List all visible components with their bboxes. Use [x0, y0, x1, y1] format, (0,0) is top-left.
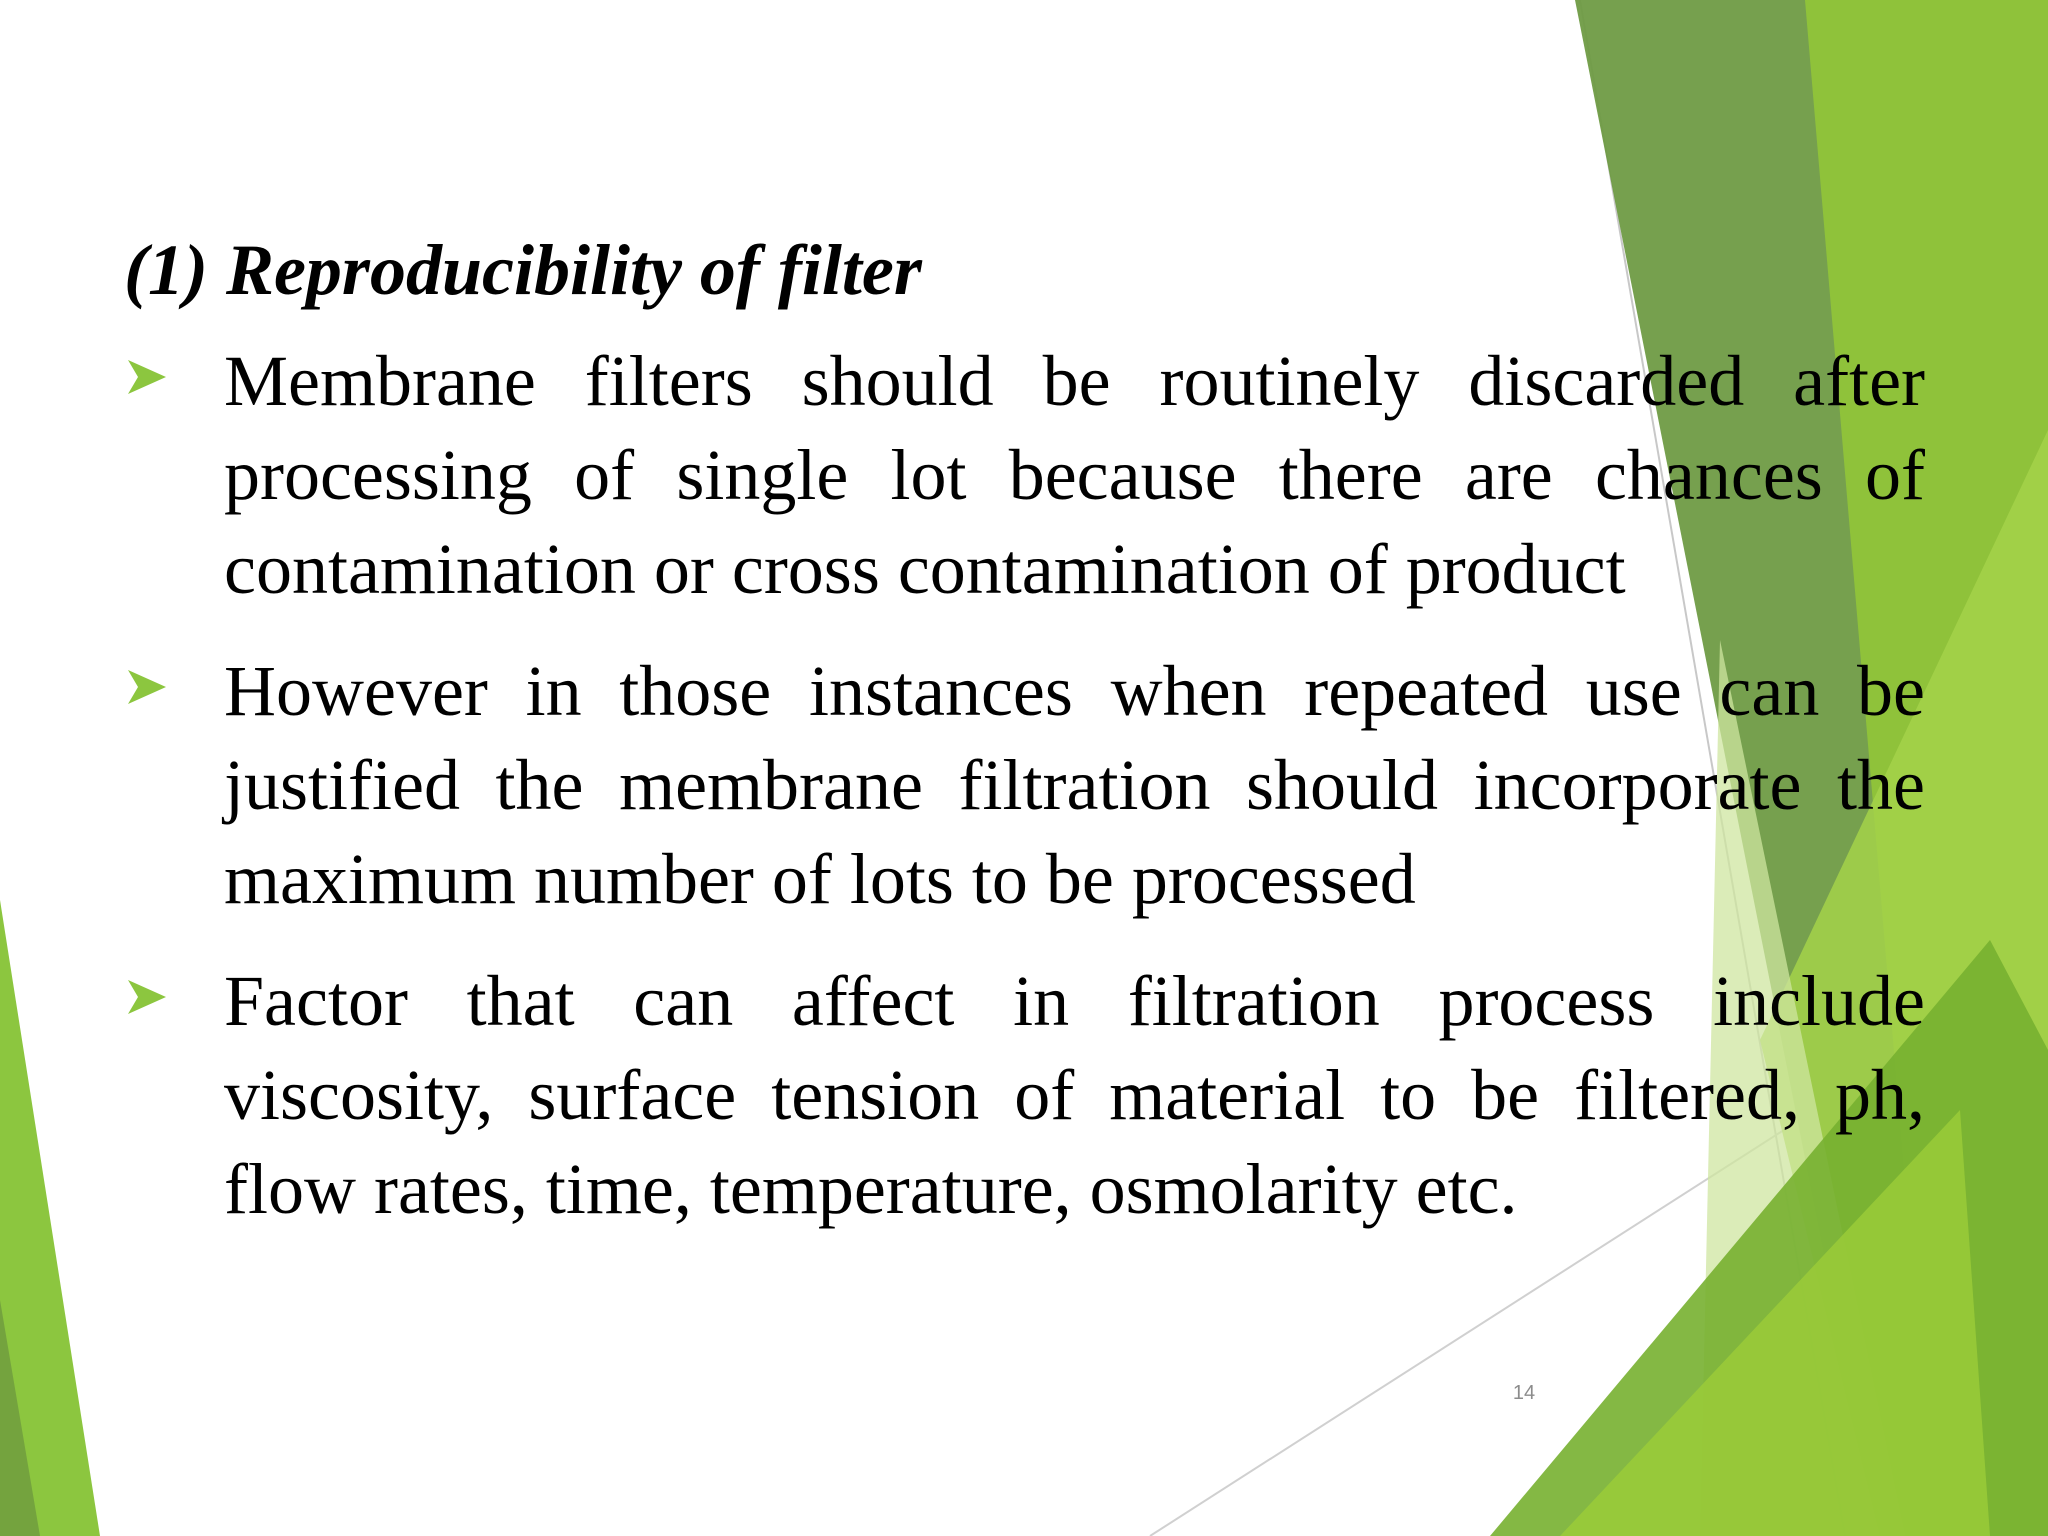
- arrowhead-bullet-icon: [124, 354, 170, 400]
- page-number: 14: [1512, 1382, 1536, 1404]
- bullet-item: [120, 954, 1925, 1236]
- bullet-item: [120, 334, 1925, 616]
- bullet-list: [120, 334, 1925, 1236]
- arrowhead-bullet-icon: [124, 664, 170, 710]
- bullet-text: However in those instances when repeated use can be justified the membrane filtration should incorporate the maximum number of lots to be processed: [224, 651, 1925, 919]
- bullet-item: [120, 644, 1925, 926]
- arrowhead-bullet-icon: [124, 974, 170, 1020]
- slide-heading: (1) Reproducibility of filter: [124, 230, 922, 310]
- bullet-text: Factor that can affect in filtration process include viscosity, surface tension of material to be filtered, ph, flow rates, time, temperature, osmolarity etc.: [224, 961, 1925, 1229]
- slide-content: [120, 220, 1925, 1236]
- bullet-text: Membrane filters should be routinely discarded after processing of single lot because there are chances of contamination or cross contamination of product: [224, 341, 1925, 609]
